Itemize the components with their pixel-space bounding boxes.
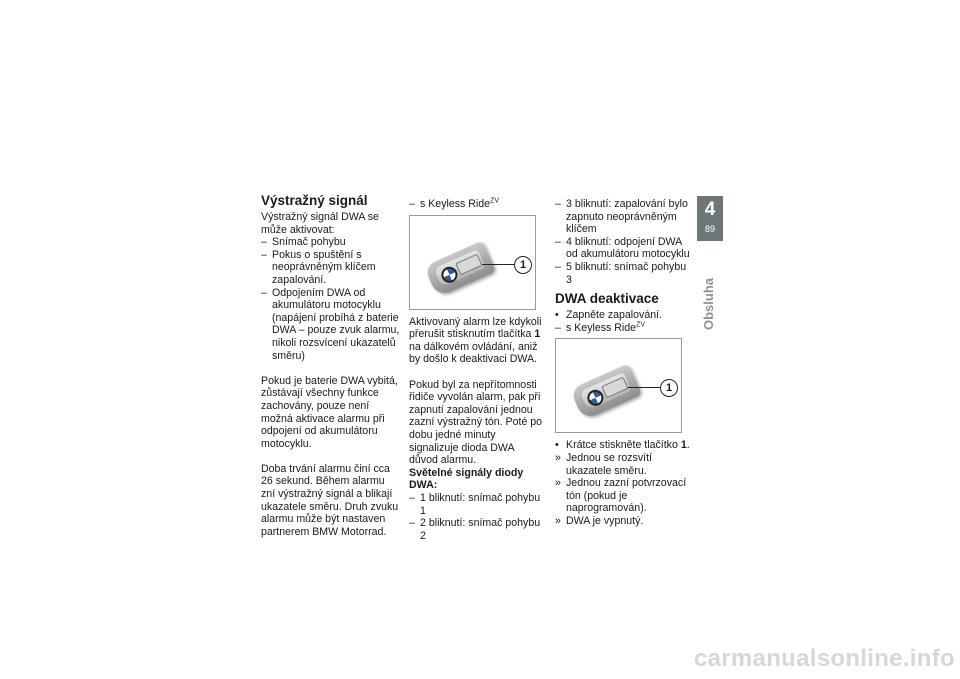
- section-title-dwa-deactivation: DWA deaktivace: [555, 291, 659, 307]
- key-fob-figure: [409, 215, 536, 310]
- key-fob-image: [424, 240, 496, 297]
- chapter-number: 4: [704, 199, 716, 220]
- keyless-ride-option: – s Keyless Ride$^{ZV}$: [409, 197, 500, 210]
- result-item: » Jednou se rozsvítí ukazatele směru.: [555, 451, 652, 477]
- callout-1: 1: [514, 256, 532, 274]
- remote-button-icon: [601, 377, 628, 399]
- step-item: • Zapněte zapalování.: [555, 309, 663, 322]
- watermark: carmanualsonline.info: [693, 645, 955, 672]
- list-item: – 5 bliknutí: snímač pohybu 3: [555, 260, 687, 286]
- trigger-list: [261, 236, 401, 362]
- list-item: – 3 bliknutí: zapalování bylo zapnuto neoprávněným klíčem: [555, 198, 688, 236]
- absence-note: Pokud byl za nepřítomnosti řidiče vyvolán alarm, pak při zapnutí zapalování jednou zazní výstražný tón. Poté po dobu jedné minuty signalizuje dioda DWA důvod alarmu.: [409, 378, 543, 467]
- led-signal-list: [409, 492, 544, 542]
- key-fob-figure: [555, 338, 682, 433]
- callout-1: 1: [660, 379, 678, 397]
- column-1: [261, 193, 401, 538]
- cancel-alarm-text: Aktivovaný alarm lze kdykoli přerušit stisknutím tlačítka 1 na dálkovém ovládání, aniž by došlo k deaktivaci DWA.: [409, 315, 542, 366]
- warning-intro: Výstražný signál DWA se může aktivovat:: [261, 211, 379, 236]
- step-item: • Krátce stiskněte tlačítko 1.: [555, 439, 690, 452]
- remote-button-icon: [455, 253, 482, 275]
- battery-note: Pokud je baterie DWA vybitá, zůstávají všechny funkce zachovány, pouze není možná aktivace alarmu při odpojení od akumulátoru motocyklu.: [261, 374, 398, 450]
- list-item: – 1 bliknutí: snímač pohybu 1: [409, 491, 541, 517]
- section-title-warning-signal: Výstražný signál: [261, 193, 368, 208]
- section-side-label: Obsluha: [701, 278, 716, 331]
- result-item: » DWA je vypnutý.: [555, 514, 644, 527]
- list-item: – Pokus o spuštění s neoprávněným klíčem zapalování.: [261, 248, 376, 286]
- led-signals-heading: Světelné signály diody DWA:: [409, 466, 524, 492]
- chapter-tab: [697, 196, 723, 241]
- keyless-ride-option: – s Keyless Ride$^{ZV}$: [555, 321, 646, 334]
- result-item: » Jednou zazní potvrzovací tón (pokud je naprogramován).: [555, 477, 687, 515]
- column-3: [555, 198, 690, 528]
- list-item: – 2 bliknutí: snímač pohybu 2: [409, 517, 541, 542]
- list-item: – 4 bliknutí: odpojení DWA od akumulátoru motocyklu: [555, 235, 690, 261]
- column-2: [409, 198, 544, 542]
- list-item: – Odpojením DWA od akumulátoru motocyklu (napájení probíhá z baterie DWA – pouze zvuk alarmu, nikoli rozsvícení ukazatelů směru): [261, 286, 400, 362]
- led-signal-list-cont: [555, 198, 690, 286]
- key-fob-image: [570, 364, 642, 421]
- duration-note: Doba trvání alarmu činí cca 26 sekund. Během alarmu zní výstražný signál a blikají ukazatele směru. Druh zvuku alarmu může být nastaven partnerem BMW Motorrad.: [261, 462, 399, 538]
- page-number: 89: [704, 224, 715, 234]
- list-item: – Snímač pohybu: [261, 236, 346, 249]
